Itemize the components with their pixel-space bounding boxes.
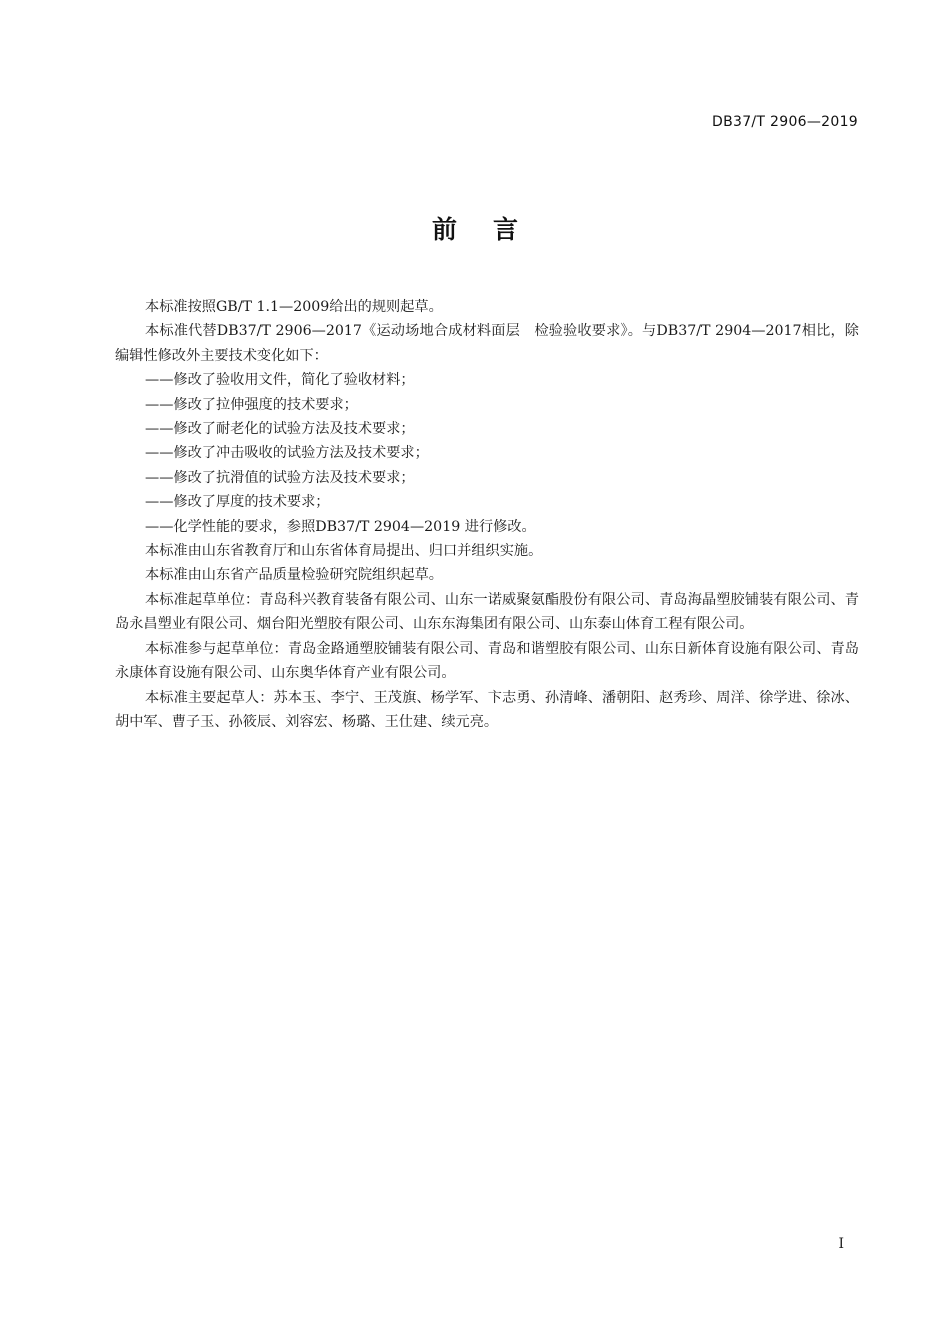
main-drafters: 本标准主要起草人：苏本玉、李宁、王茂旗、杨学军、卞志勇、孙清峰、潘朝阳、赵秀珍、周洋、徐学进、徐冰、胡中军、曹子玉、孙筱辰、刘容宏、杨璐、王仕建、续元亮。: [115, 689, 859, 730]
document-code: DB37/T 2906—2019: [712, 114, 858, 130]
participating-units: 本标准参与起草单位：青岛金路通塑胶铺装有限公司、青岛和谐塑胶有限公司、山东日新体育设施有限公司、青岛永康体育设施有限公司、山东奥华体育产业有限公司。: [115, 640, 859, 682]
list-item: ——修改了冲击吸收的试验方法及技术要求；: [145, 445, 429, 462]
paragraph: 本标准由山东省产品质量检验研究院组织起草。: [145, 567, 443, 584]
paragraph: 本标准按照GB/T 1.1—2009给出的规则起草。: [145, 299, 443, 315]
foreword-body: [115, 295, 859, 734]
list-item: ——修改了厚度的技术要求；: [145, 494, 330, 511]
list-item: ——修改了拉伸强度的技术要求；: [145, 396, 358, 413]
list-item: ——修改了抗滑值的试验方法及技术要求；: [145, 469, 415, 486]
page-number: I: [838, 1236, 844, 1252]
list-item: ——化学性能的要求，参照DB37/T 2904—2019 进行修改。: [145, 518, 536, 535]
paragraph: 本标准由山东省教育厅和山东省体育局提出、归口并组织实施。: [145, 543, 543, 560]
foreword-title: 前言: [431, 215, 554, 244]
list-item: ——修改了耐老化的试验方法及技术要求；: [145, 421, 415, 438]
list-item: ——修改了验收用文件，简化了验收材料；: [145, 372, 415, 389]
drafting-units: 本标准起草单位：青岛科兴教育装备有限公司、山东一诺威聚氨酯股份有限公司、青岛海晶塑胶铺装有限公司、青岛永昌塑业有限公司、烟台阳光塑胶有限公司、山东东海集团有限公司、山东泰山体育工程有限公司。: [115, 591, 859, 633]
paragraph: 本标准代替DB37/T 2906—2017《运动场地合成材料面层 检验验收要求》。与DB37/T 2904—2017相比，除编辑性修改外主要技术变化如下：: [115, 323, 859, 364]
